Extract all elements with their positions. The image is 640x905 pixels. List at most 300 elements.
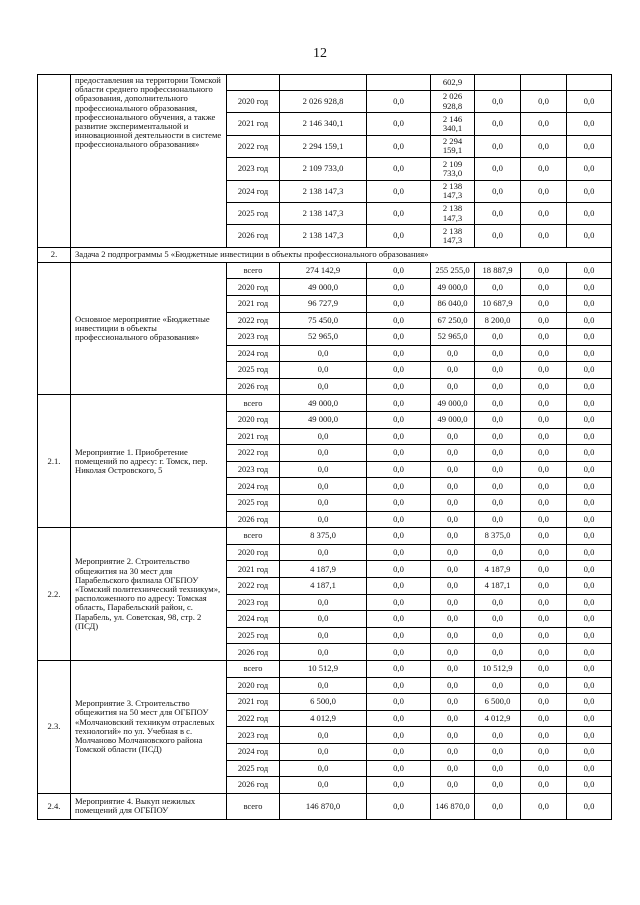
amount-cell-3: 49 000,0 xyxy=(431,279,475,296)
year-cell: 2023 год xyxy=(227,158,280,180)
amount-cell-3: 0,0 xyxy=(431,694,475,711)
amount-cell-3: 0,0 xyxy=(431,544,475,561)
amount-cell-1: 0,0 xyxy=(280,445,367,462)
amount-cell-4: 0,0 xyxy=(475,793,521,819)
amount-cell-1: 146 870,0 xyxy=(280,793,367,819)
year-cell xyxy=(227,75,280,91)
amount-cell-6: 0,0 xyxy=(567,495,612,512)
amount-cell-5: 0,0 xyxy=(521,660,567,677)
amount-cell-3: 2 146 340,1 xyxy=(431,113,475,135)
amount-cell-1: 2 026 928,8 xyxy=(280,91,367,113)
amount-cell-5: 0,0 xyxy=(521,91,567,113)
amount-cell-1: 2 138 147,3 xyxy=(280,202,367,224)
amount-cell-4: 0,0 xyxy=(475,202,521,224)
amount-cell-4: 0,0 xyxy=(475,611,521,628)
amount-cell-1: 49 000,0 xyxy=(280,279,367,296)
amount-cell-5: 0,0 xyxy=(521,743,567,760)
amount-cell-6: 0,0 xyxy=(567,295,612,312)
amount-cell-6 xyxy=(567,75,612,91)
amount-cell-2: 0,0 xyxy=(367,180,431,202)
amount-cell-3: 0,0 xyxy=(431,445,475,462)
amount-cell-2: 0,0 xyxy=(367,395,431,412)
year-cell: 2021 год xyxy=(227,561,280,578)
year-cell: всего xyxy=(227,793,280,819)
amount-cell-1: 0,0 xyxy=(280,627,367,644)
amount-cell-6: 0,0 xyxy=(567,511,612,528)
amount-cell-5: 0,0 xyxy=(521,312,567,329)
amount-cell-3: 49 000,0 xyxy=(431,412,475,429)
amount-cell-1: 0,0 xyxy=(280,644,367,661)
amount-cell-4: 0,0 xyxy=(475,495,521,512)
amount-cell-4: 0,0 xyxy=(475,395,521,412)
amount-cell-2: 0,0 xyxy=(367,528,431,545)
amount-cell-1: 0,0 xyxy=(280,378,367,395)
amount-cell-6: 0,0 xyxy=(567,428,612,445)
amount-cell-3: 0,0 xyxy=(431,461,475,478)
event-number-cell: 2.2. xyxy=(38,528,71,661)
amount-cell-3: 2 026 928,8 xyxy=(431,91,475,113)
amount-cell-5: 0,0 xyxy=(521,611,567,628)
event-number-cell: 2.3. xyxy=(38,660,71,793)
amount-cell-4: 0,0 xyxy=(475,91,521,113)
amount-cell-6: 0,0 xyxy=(567,561,612,578)
amount-cell-4: 0,0 xyxy=(475,461,521,478)
amount-cell-4: 0,0 xyxy=(475,677,521,694)
amount-cell-4: 4 012,9 xyxy=(475,710,521,727)
amount-cell-3: 0,0 xyxy=(431,362,475,379)
amount-cell-1: 4 012,9 xyxy=(280,710,367,727)
amount-cell-5: 0,0 xyxy=(521,544,567,561)
amount-cell-1 xyxy=(280,75,367,91)
amount-cell-5: 0,0 xyxy=(521,225,567,247)
table-row xyxy=(38,793,612,819)
table-row xyxy=(38,75,612,91)
amount-cell-1: 0,0 xyxy=(280,345,367,362)
amount-cell-4: 0,0 xyxy=(475,627,521,644)
amount-cell-6: 0,0 xyxy=(567,793,612,819)
year-cell: 2026 год xyxy=(227,225,280,247)
amount-cell-5: 0,0 xyxy=(521,428,567,445)
table-row xyxy=(38,262,612,279)
amount-cell-3: 0,0 xyxy=(431,428,475,445)
amount-cell-6: 0,0 xyxy=(567,202,612,224)
amount-cell-2: 0,0 xyxy=(367,694,431,711)
amount-cell-6: 0,0 xyxy=(567,135,612,157)
amount-cell-5: 0,0 xyxy=(521,135,567,157)
amount-cell-6: 0,0 xyxy=(567,345,612,362)
amount-cell-5: 0,0 xyxy=(521,158,567,180)
year-cell: 2026 год xyxy=(227,378,280,395)
amount-cell-2: 0,0 xyxy=(367,793,431,819)
amount-cell-5: 0,0 xyxy=(521,295,567,312)
amount-cell-6: 0,0 xyxy=(567,312,612,329)
event-name-cell: Мероприятие 3. Строительство общежития на 50 мест для ОГБПОУ «Молчановский техникум отраслевых технологий» по ул. Учебная в с. Молчаново Молчановского района Томской области (ПСД) xyxy=(71,660,227,793)
amount-cell-2: 0,0 xyxy=(367,113,431,135)
amount-cell-4: 0,0 xyxy=(475,478,521,495)
amount-cell-1: 96 727,9 xyxy=(280,295,367,312)
amount-cell-5: 0,0 xyxy=(521,694,567,711)
amount-cell-4: 8 375,0 xyxy=(475,528,521,545)
amount-cell-1: 10 512,9 xyxy=(280,660,367,677)
amount-cell-2: 0,0 xyxy=(367,594,431,611)
amount-cell-6: 0,0 xyxy=(567,329,612,346)
amount-cell-4: 0,0 xyxy=(475,445,521,462)
year-cell: 2023 год xyxy=(227,594,280,611)
budget-table-body xyxy=(38,75,612,820)
year-cell: 2022 год xyxy=(227,710,280,727)
amount-cell-1: 0,0 xyxy=(280,760,367,777)
table-row xyxy=(38,247,612,262)
amount-cell-6: 0,0 xyxy=(567,279,612,296)
amount-cell-5: 0,0 xyxy=(521,777,567,794)
amount-cell-6: 0,0 xyxy=(567,395,612,412)
amount-cell-3: 86 040,0 xyxy=(431,295,475,312)
amount-cell-1: 0,0 xyxy=(280,511,367,528)
amount-cell-2: 0,0 xyxy=(367,760,431,777)
amount-cell-3: 0,0 xyxy=(431,611,475,628)
amount-cell-2: 0,0 xyxy=(367,578,431,595)
amount-cell-6: 0,0 xyxy=(567,158,612,180)
amount-cell-5: 0,0 xyxy=(521,760,567,777)
year-cell: 2024 год xyxy=(227,611,280,628)
amount-cell-4: 0,0 xyxy=(475,158,521,180)
amount-cell-5: 0,0 xyxy=(521,262,567,279)
amount-cell-6: 0,0 xyxy=(567,677,612,694)
year-cell: 2024 год xyxy=(227,180,280,202)
amount-cell-2: 0,0 xyxy=(367,561,431,578)
amount-cell-1: 0,0 xyxy=(280,594,367,611)
amount-cell-5: 0,0 xyxy=(521,113,567,135)
amount-cell-1: 2 109 733,0 xyxy=(280,158,367,180)
amount-cell-3: 0,0 xyxy=(431,644,475,661)
year-cell: 2024 год xyxy=(227,478,280,495)
amount-cell-2: 0,0 xyxy=(367,279,431,296)
amount-cell-3: 52 965,0 xyxy=(431,329,475,346)
amount-cell-4: 10 512,9 xyxy=(475,660,521,677)
year-cell: 2021 год xyxy=(227,428,280,445)
amount-cell-5: 0,0 xyxy=(521,495,567,512)
year-cell: всего xyxy=(227,660,280,677)
year-cell: 2026 год xyxy=(227,777,280,794)
amount-cell-1: 0,0 xyxy=(280,362,367,379)
amount-cell-6: 0,0 xyxy=(567,611,612,628)
amount-cell-3: 67 250,0 xyxy=(431,312,475,329)
amount-cell-2: 0,0 xyxy=(367,295,431,312)
year-cell: 2026 год xyxy=(227,511,280,528)
amount-cell-4: 0,0 xyxy=(475,378,521,395)
amount-cell-4: 0,0 xyxy=(475,113,521,135)
amount-cell-3: 0,0 xyxy=(431,677,475,694)
amount-cell-1: 4 187,1 xyxy=(280,578,367,595)
row-number-cell xyxy=(38,262,71,395)
year-cell: 2022 год xyxy=(227,445,280,462)
amount-cell-5: 0,0 xyxy=(521,362,567,379)
amount-cell-4: 0,0 xyxy=(475,279,521,296)
year-cell: 2025 год xyxy=(227,495,280,512)
amount-cell-4: 0,0 xyxy=(475,777,521,794)
amount-cell-6: 0,0 xyxy=(567,544,612,561)
amount-cell-4: 18 887,9 xyxy=(475,262,521,279)
amount-cell-1: 0,0 xyxy=(280,478,367,495)
amount-cell-6: 0,0 xyxy=(567,644,612,661)
amount-cell-2: 0,0 xyxy=(367,412,431,429)
amount-cell-3: 0,0 xyxy=(431,478,475,495)
event-name-cell: предоставления на территории Томской области среднего профессионального образования, дополнительного профессионального образования, профессионального обучения, а также развитие экспериментальной и инновационной деятельности в системе профессионального образования» xyxy=(71,75,227,248)
amount-cell-2: 0,0 xyxy=(367,627,431,644)
amount-cell-4: 0,0 xyxy=(475,760,521,777)
amount-cell-1: 0,0 xyxy=(280,461,367,478)
event-name-cell: Мероприятие 2. Строительство общежития на 30 мест для Парабельского филиала ОГБПОУ «Томский политехнический техникум», расположенного по адресу: Томская область, Парабельский район, с. Парабель, ул. Советская, 98, стр. 2 (ПСД) xyxy=(71,528,227,661)
amount-cell-1: 0,0 xyxy=(280,428,367,445)
amount-cell-2: 0,0 xyxy=(367,445,431,462)
amount-cell-1: 0,0 xyxy=(280,777,367,794)
amount-cell-2: 0,0 xyxy=(367,428,431,445)
amount-cell-3: 0,0 xyxy=(431,578,475,595)
amount-cell-1: 0,0 xyxy=(280,495,367,512)
amount-cell-1: 2 294 159,1 xyxy=(280,135,367,157)
amount-cell-3: 2 109 733,0 xyxy=(431,158,475,180)
amount-cell-3: 146 870,0 xyxy=(431,793,475,819)
amount-cell-1: 0,0 xyxy=(280,677,367,694)
amount-cell-6: 0,0 xyxy=(567,578,612,595)
amount-cell-5: 0,0 xyxy=(521,180,567,202)
amount-cell-4: 0,0 xyxy=(475,362,521,379)
amount-cell-3: 0,0 xyxy=(431,777,475,794)
amount-cell-2: 0,0 xyxy=(367,362,431,379)
amount-cell-2: 0,0 xyxy=(367,495,431,512)
year-cell: 2021 год xyxy=(227,694,280,711)
task-title-cell: Задача 2 подпрограммы 5 «Бюджетные инвестиции в объекты профессионального образования» xyxy=(71,247,612,262)
amount-cell-1: 8 375,0 xyxy=(280,528,367,545)
amount-cell-5: 0,0 xyxy=(521,279,567,296)
amount-cell-6: 0,0 xyxy=(567,627,612,644)
amount-cell-5: 0,0 xyxy=(521,345,567,362)
amount-cell-5: 0,0 xyxy=(521,677,567,694)
amount-cell-4: 0,0 xyxy=(475,329,521,346)
amount-cell-2: 0,0 xyxy=(367,202,431,224)
amount-cell-5 xyxy=(521,75,567,91)
amount-cell-5: 0,0 xyxy=(521,329,567,346)
amount-cell-4: 0,0 xyxy=(475,544,521,561)
amount-cell-6: 0,0 xyxy=(567,478,612,495)
amount-cell-2: 0,0 xyxy=(367,660,431,677)
year-cell: 2025 год xyxy=(227,202,280,224)
amount-cell-5: 0,0 xyxy=(521,202,567,224)
table-row xyxy=(38,528,612,545)
amount-cell-3: 0,0 xyxy=(431,594,475,611)
amount-cell-1: 0,0 xyxy=(280,611,367,628)
amount-cell-5: 0,0 xyxy=(521,793,567,819)
amount-cell-4: 10 687,9 xyxy=(475,295,521,312)
amount-cell-3: 49 000,0 xyxy=(431,395,475,412)
amount-cell-6: 0,0 xyxy=(567,445,612,462)
amount-cell-2 xyxy=(367,75,431,91)
year-cell: 2020 год xyxy=(227,412,280,429)
amount-cell-3: 255 255,0 xyxy=(431,262,475,279)
amount-cell-4: 0,0 xyxy=(475,412,521,429)
amount-cell-2: 0,0 xyxy=(367,158,431,180)
amount-cell-3: 0,0 xyxy=(431,561,475,578)
year-cell: всего xyxy=(227,262,280,279)
amount-cell-6: 0,0 xyxy=(567,461,612,478)
amount-cell-2: 0,0 xyxy=(367,727,431,744)
amount-cell-4: 0,0 xyxy=(475,727,521,744)
amount-cell-2: 0,0 xyxy=(367,611,431,628)
page-number: 12 xyxy=(313,46,327,61)
amount-cell-1: 49 000,0 xyxy=(280,395,367,412)
amount-cell-3: 2 138 147,3 xyxy=(431,180,475,202)
amount-cell-2: 0,0 xyxy=(367,677,431,694)
amount-cell-4: 4 187,1 xyxy=(475,578,521,595)
amount-cell-4: 0,0 xyxy=(475,511,521,528)
amount-cell-5: 0,0 xyxy=(521,644,567,661)
amount-cell-5: 0,0 xyxy=(521,627,567,644)
amount-cell-2: 0,0 xyxy=(367,225,431,247)
amount-cell-5: 0,0 xyxy=(521,578,567,595)
year-cell: 2022 год xyxy=(227,578,280,595)
amount-cell-3: 0,0 xyxy=(431,345,475,362)
amount-cell-1: 4 187,9 xyxy=(280,561,367,578)
amount-cell-1: 2 138 147,3 xyxy=(280,225,367,247)
amount-cell-6: 0,0 xyxy=(567,694,612,711)
year-cell: 2020 год xyxy=(227,91,280,113)
year-cell: 2026 год xyxy=(227,644,280,661)
amount-cell-1: 2 138 147,3 xyxy=(280,180,367,202)
year-cell: 2024 год xyxy=(227,743,280,760)
amount-cell-3: 602,9 xyxy=(431,75,475,91)
year-cell: 2020 год xyxy=(227,279,280,296)
amount-cell-2: 0,0 xyxy=(367,777,431,794)
amount-cell-2: 0,0 xyxy=(367,91,431,113)
amount-cell-1: 0,0 xyxy=(280,743,367,760)
amount-cell-2: 0,0 xyxy=(367,378,431,395)
event-number-cell: 2.4. xyxy=(38,793,71,819)
table-row xyxy=(38,395,612,412)
amount-cell-5: 0,0 xyxy=(521,710,567,727)
amount-cell-2: 0,0 xyxy=(367,312,431,329)
event-number-cell: 2.1. xyxy=(38,395,71,528)
amount-cell-4: 0,0 xyxy=(475,180,521,202)
amount-cell-3: 0,0 xyxy=(431,727,475,744)
amount-cell-2: 0,0 xyxy=(367,461,431,478)
amount-cell-4: 8 200,0 xyxy=(475,312,521,329)
amount-cell-6: 0,0 xyxy=(567,412,612,429)
amount-cell-4: 0,0 xyxy=(475,594,521,611)
event-name-cell: Мероприятие 1. Приобретение помещений по адресу: г. Томск, пер. Николая Островского, 5 xyxy=(71,395,227,528)
amount-cell-6: 0,0 xyxy=(567,262,612,279)
event-name-cell: Мероприятие 4. Выкуп нежилых помещений для ОГБПОУ xyxy=(71,793,227,819)
amount-cell-2: 0,0 xyxy=(367,329,431,346)
amount-cell-2: 0,0 xyxy=(367,262,431,279)
year-cell: 2023 год xyxy=(227,329,280,346)
amount-cell-6: 0,0 xyxy=(567,225,612,247)
amount-cell-5: 0,0 xyxy=(521,461,567,478)
amount-cell-3: 0,0 xyxy=(431,495,475,512)
amount-cell-3: 0,0 xyxy=(431,743,475,760)
amount-cell-2: 0,0 xyxy=(367,710,431,727)
amount-cell-3: 0,0 xyxy=(431,528,475,545)
amount-cell-2: 0,0 xyxy=(367,478,431,495)
amount-cell-5: 0,0 xyxy=(521,395,567,412)
amount-cell-1: 274 142,9 xyxy=(280,262,367,279)
amount-cell-2: 0,0 xyxy=(367,511,431,528)
year-cell: 2020 год xyxy=(227,677,280,694)
amount-cell-6: 0,0 xyxy=(567,91,612,113)
amount-cell-5: 0,0 xyxy=(521,594,567,611)
amount-cell-3: 2 138 147,3 xyxy=(431,202,475,224)
year-cell: 2022 год xyxy=(227,312,280,329)
year-cell: 2020 год xyxy=(227,544,280,561)
amount-cell-2: 0,0 xyxy=(367,743,431,760)
amount-cell-1: 0,0 xyxy=(280,727,367,744)
event-name-cell: Основное мероприятие «Бюджетные инвестиции в объекты профессионального образования» xyxy=(71,262,227,395)
amount-cell-1: 52 965,0 xyxy=(280,329,367,346)
year-cell: 2024 год xyxy=(227,345,280,362)
amount-cell-3: 0,0 xyxy=(431,627,475,644)
amount-cell-2: 0,0 xyxy=(367,135,431,157)
amount-cell-3: 0,0 xyxy=(431,378,475,395)
year-cell: 2023 год xyxy=(227,727,280,744)
amount-cell-5: 0,0 xyxy=(521,727,567,744)
amount-cell-1: 75 450,0 xyxy=(280,312,367,329)
amount-cell-3: 0,0 xyxy=(431,660,475,677)
amount-cell-6: 0,0 xyxy=(567,378,612,395)
amount-cell-5: 0,0 xyxy=(521,561,567,578)
amount-cell-6: 0,0 xyxy=(567,760,612,777)
amount-cell-3: 0,0 xyxy=(431,511,475,528)
amount-cell-6: 0,0 xyxy=(567,777,612,794)
amount-cell-4 xyxy=(475,75,521,91)
year-cell: 2025 год xyxy=(227,760,280,777)
amount-cell-4: 0,0 xyxy=(475,345,521,362)
amount-cell-4: 6 500,0 xyxy=(475,694,521,711)
amount-cell-1: 49 000,0 xyxy=(280,412,367,429)
amount-cell-1: 6 500,0 xyxy=(280,694,367,711)
amount-cell-4: 0,0 xyxy=(475,225,521,247)
amount-cell-6: 0,0 xyxy=(567,180,612,202)
amount-cell-6: 0,0 xyxy=(567,528,612,545)
amount-cell-5: 0,0 xyxy=(521,528,567,545)
amount-cell-5: 0,0 xyxy=(521,511,567,528)
table-row xyxy=(38,660,612,677)
amount-cell-3: 0,0 xyxy=(431,710,475,727)
amount-cell-2: 0,0 xyxy=(367,345,431,362)
amount-cell-6: 0,0 xyxy=(567,594,612,611)
amount-cell-1: 0,0 xyxy=(280,544,367,561)
amount-cell-6: 0,0 xyxy=(567,710,612,727)
amount-cell-5: 0,0 xyxy=(521,378,567,395)
year-cell: 2022 год xyxy=(227,135,280,157)
row-number-cell xyxy=(38,75,71,248)
amount-cell-5: 0,0 xyxy=(521,445,567,462)
amount-cell-4: 0,0 xyxy=(475,428,521,445)
year-cell: 2021 год xyxy=(227,113,280,135)
amount-cell-3: 2 294 159,1 xyxy=(431,135,475,157)
amount-cell-4: 4 187,9 xyxy=(475,561,521,578)
amount-cell-2: 0,0 xyxy=(367,544,431,561)
year-cell: 2021 год xyxy=(227,295,280,312)
year-cell: всего xyxy=(227,395,280,412)
amount-cell-6: 0,0 xyxy=(567,660,612,677)
budget-table xyxy=(37,74,612,820)
amount-cell-6: 0,0 xyxy=(567,743,612,760)
amount-cell-5: 0,0 xyxy=(521,478,567,495)
year-cell: всего xyxy=(227,528,280,545)
amount-cell-6: 0,0 xyxy=(567,362,612,379)
amount-cell-3: 2 138 147,3 xyxy=(431,225,475,247)
year-cell: 2023 год xyxy=(227,461,280,478)
amount-cell-6: 0,0 xyxy=(567,727,612,744)
